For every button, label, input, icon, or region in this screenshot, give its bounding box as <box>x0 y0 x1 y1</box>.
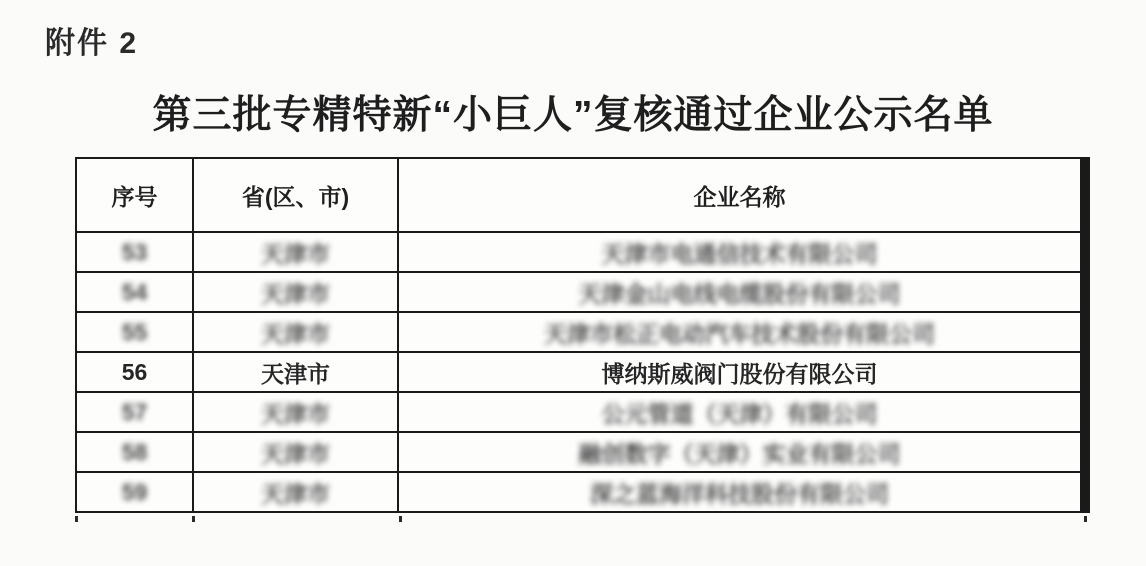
row-company-value: 天津市电通信技术有限公司 <box>601 240 878 267</box>
row-province-value: 天津市 <box>261 440 330 467</box>
row-company-value: 天津金山电线电缆股份有限公司 <box>578 280 901 307</box>
table-cell-index: 56 <box>77 353 192 391</box>
table-cell-province <box>194 433 397 471</box>
table-cell-province: 天津市 <box>194 353 397 391</box>
enterprise-table <box>75 157 1090 513</box>
attachment-label: 附件 2 <box>45 27 139 60</box>
row-province-value: 天津市 <box>261 320 330 347</box>
row-index-value: 53 <box>121 238 148 265</box>
table-cell-company <box>399 273 1080 311</box>
table-cell-index <box>77 393 192 431</box>
table-cell-company <box>399 233 1080 271</box>
column-header-company: 企业名称 <box>399 159 1080 231</box>
row-index-value: 54 <box>121 278 148 305</box>
table-cutoff-stub <box>192 516 195 522</box>
table-cell-company <box>399 473 1080 511</box>
table-cutoff-stub <box>75 516 78 522</box>
table-cell-company: 博纳斯威阀门股份有限公司 <box>399 353 1080 391</box>
row-company-value: 深之蓝海洋科技股份有限公司 <box>590 480 889 507</box>
document-title: 第三批专精特新“小巨人”复核通过企业公示名单 <box>152 94 994 137</box>
row-index-value: 55 <box>121 318 148 345</box>
table-cell-company <box>399 393 1080 431</box>
table-cell-index <box>77 233 192 271</box>
row-company-value: 融创数字（天津）实业有限公司 <box>578 440 901 467</box>
table-cell-province <box>194 313 397 351</box>
row-province-value: 天津市 <box>261 240 330 267</box>
row-index-value: 58 <box>121 438 148 465</box>
row-province-value: 天津市 <box>261 280 330 307</box>
table-cell-province <box>194 473 397 511</box>
table-cutoff-stub <box>399 516 402 522</box>
table-cutoff-stub <box>1084 516 1087 522</box>
column-header-province: 省(区、市) <box>194 159 397 231</box>
table-cell-index <box>77 313 192 351</box>
row-province-value: 天津市 <box>261 480 330 507</box>
table-cell-index <box>77 433 192 471</box>
table-cell-province <box>194 393 397 431</box>
row-company-value: 公元管道（天津）有限公司 <box>601 400 878 427</box>
table-cell-index <box>77 273 192 311</box>
row-index-value: 57 <box>121 398 148 425</box>
table-cell-province <box>194 233 397 271</box>
column-header-index: 序号 <box>77 159 192 231</box>
row-company-value: 天津市松正电动汽车技术股份有限公司 <box>544 320 935 347</box>
table-cell-province <box>194 273 397 311</box>
row-province-value: 天津市 <box>261 400 330 427</box>
table-cell-company <box>399 313 1080 351</box>
table-cell-index <box>77 473 192 511</box>
table-cell-company <box>399 433 1080 471</box>
row-index-value: 59 <box>121 478 148 505</box>
